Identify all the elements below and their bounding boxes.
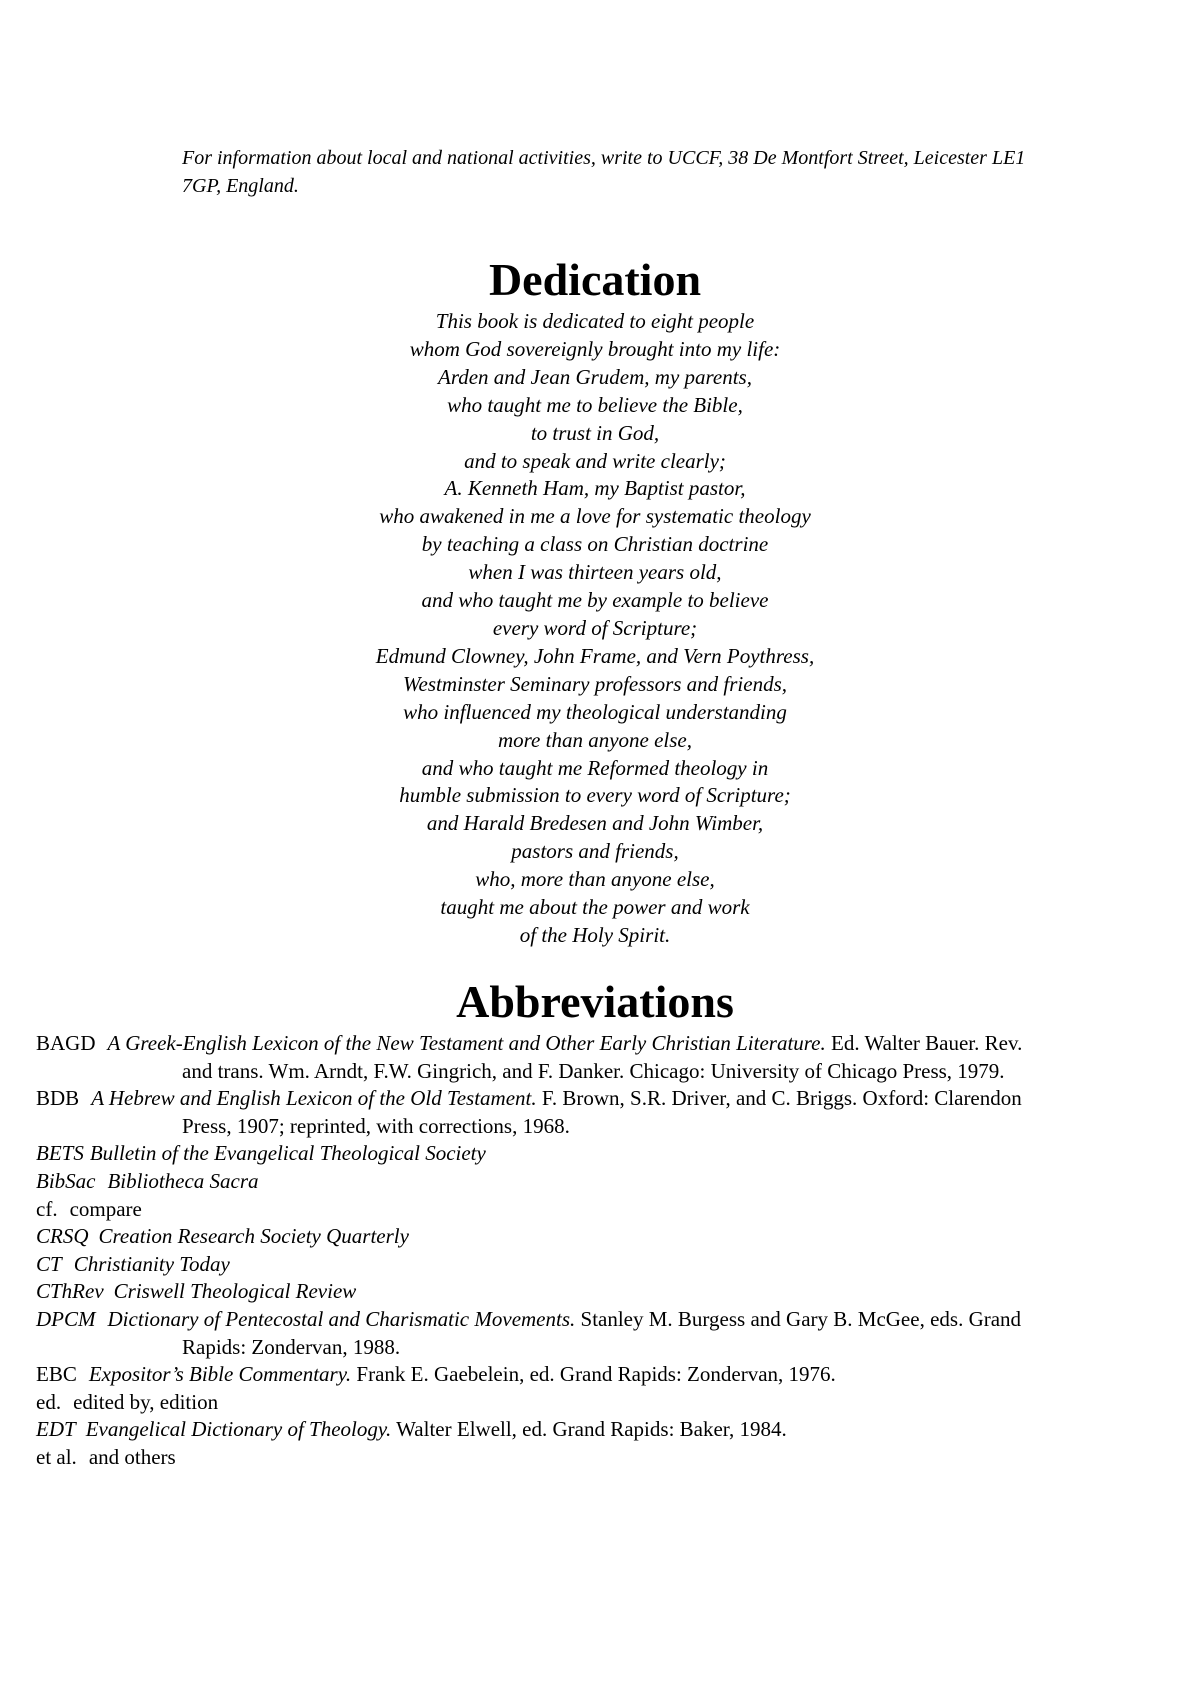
abbreviation-title: Bibliotheca Sacra bbox=[107, 1168, 259, 1193]
abbreviation-term: DPCM bbox=[36, 1306, 96, 1331]
abbreviation-term: EDT bbox=[36, 1417, 76, 1442]
dedication-line: when I was thirteen years old, bbox=[468, 560, 722, 585]
abbreviation-entry bbox=[36, 1085, 1036, 1140]
abbreviation-term: cf. bbox=[36, 1196, 58, 1221]
dedication-line: Edmund Clowney, John Frame, and Vern Poythress, bbox=[375, 643, 815, 668]
dedication-line: by teaching a class on Christian doctrine bbox=[421, 532, 769, 557]
dedication-text bbox=[0, 308, 1190, 950]
abbreviation-details: and others bbox=[88, 1444, 176, 1469]
dedication-line: and to speak and write clearly; bbox=[464, 448, 726, 473]
dedication-line: Westminster Seminary professors and friends, bbox=[402, 671, 788, 696]
abbreviation-entry bbox=[36, 1306, 1036, 1361]
abbreviation-term: ed. bbox=[36, 1389, 62, 1414]
abbreviation-term: BDB bbox=[36, 1086, 80, 1111]
abbreviation-entry bbox=[36, 1389, 1036, 1417]
abbreviation-details: F. Brown, S.R. Driver, and C. Briggs. Oxford: Clarendon Press, 1907; reprinted, with corrections, 1968. bbox=[182, 1086, 1022, 1138]
abbreviation-term: BibSac bbox=[36, 1168, 96, 1193]
abbreviation-title: A Greek-English Lexicon of the New Testament and Other Early Christian Literature. bbox=[107, 1031, 826, 1055]
abbreviation-details: edited by, edition bbox=[73, 1389, 219, 1414]
dedication-line: A. Kenneth Ham, my Baptist pastor, bbox=[444, 476, 746, 501]
abbreviation-entry bbox=[36, 1140, 1036, 1168]
abbreviation-title: A Hebrew and English Lexicon of the Old Testament. bbox=[91, 1086, 537, 1111]
abbreviation-entry bbox=[36, 1168, 1036, 1196]
dedication-line: more than anyone else, bbox=[497, 727, 692, 752]
dedication-line: whom God sovereignly brought into my life: bbox=[409, 336, 781, 361]
abbreviation-details: Frank E. Gaebelein, ed. Grand Rapids: Zondervan, 1976. bbox=[351, 1362, 836, 1387]
abbreviation-title: Criswell Theological Review bbox=[113, 1279, 357, 1304]
intro-note: For information about local and national activities, write to UCCF, 38 De Montfort Street, Leicester LE1 7GP, England. bbox=[182, 147, 1026, 197]
abbreviation-term: CT bbox=[36, 1251, 62, 1276]
abbreviation-title: Creation Research Society Quarterly bbox=[98, 1224, 409, 1249]
dedication-line: to trust in God, bbox=[530, 420, 660, 445]
abbreviation-entry bbox=[36, 1223, 1036, 1251]
abbreviation-title: Evangelical Dictionary of Theology. bbox=[85, 1417, 392, 1442]
abbreviation-entry bbox=[36, 1030, 1036, 1085]
dedication-line: of the Holy Spirit. bbox=[519, 922, 671, 947]
abbreviation-title: Christianity Today bbox=[73, 1251, 230, 1276]
abbreviation-term: CThRev bbox=[36, 1279, 104, 1304]
abbreviation-term: BAGD bbox=[36, 1031, 96, 1055]
dedication-line: taught me about the power and work bbox=[440, 895, 750, 920]
dedication-line: This book is dedicated to eight people bbox=[435, 309, 755, 333]
abbreviation-title: Dictionary of Pentecostal and Charismatic Movements. bbox=[107, 1306, 576, 1331]
abbreviations-list bbox=[36, 1030, 1036, 1472]
abbreviation-entry bbox=[36, 1196, 1036, 1224]
abbreviation-entry bbox=[36, 1251, 1036, 1279]
dedication-line: and Harald Bredesen and John Wimber, bbox=[426, 811, 764, 836]
abbreviation-title: Bulletin of the Evangelical Theological Society bbox=[89, 1141, 486, 1166]
dedication-heading: Dedication bbox=[488, 254, 702, 305]
dedication-line: who, more than anyone else, bbox=[475, 867, 715, 892]
dedication-line: who influenced my theological understanding bbox=[403, 699, 787, 724]
abbreviation-entry bbox=[36, 1416, 1036, 1444]
abbreviation-term: EBC bbox=[36, 1362, 77, 1387]
abbreviation-entry bbox=[36, 1278, 1036, 1306]
abbreviation-details: compare bbox=[69, 1196, 142, 1221]
abbreviation-details: Walter Elwell, ed. Grand Rapids: Baker, 1984. bbox=[391, 1417, 787, 1442]
abbreviation-term: et al. bbox=[36, 1444, 77, 1469]
abbreviation-entry bbox=[36, 1361, 1036, 1389]
dedication-line: who awakened in me a love for systematic theology bbox=[379, 504, 811, 529]
dedication-line: every word of Scripture; bbox=[492, 615, 698, 640]
abbreviation-entry bbox=[36, 1444, 1036, 1472]
abbreviation-term: BETS bbox=[36, 1141, 84, 1166]
dedication-line: humble submission to every word of Scripture; bbox=[399, 783, 791, 808]
abbreviation-term: CRSQ bbox=[36, 1224, 89, 1249]
dedication-line: and who taught me by example to believe bbox=[421, 588, 769, 613]
abbreviation-details: Ed. Walter Bauer. Rev. and trans. Wm. Arndt, F.W. Gingrich, and F. Danker. Chicago: University of Chicago Press, 1979. bbox=[182, 1031, 1023, 1083]
dedication-line: pastors and friends, bbox=[511, 839, 679, 864]
abbreviations-heading: Abbreviations bbox=[456, 976, 734, 1027]
abbreviation-title: Expositor’s Bible Commentary. bbox=[88, 1362, 352, 1387]
dedication-line: and who taught me Reformed theology in bbox=[421, 755, 769, 780]
dedication-line: who taught me to believe the Bible, bbox=[447, 392, 743, 417]
abbreviation-details: Stanley M. Burgess and Gary B. McGee, eds. Grand Rapids: Zondervan, 1988. bbox=[182, 1306, 1022, 1359]
dedication-line: Arden and Jean Grudem, my parents, bbox=[438, 364, 752, 389]
